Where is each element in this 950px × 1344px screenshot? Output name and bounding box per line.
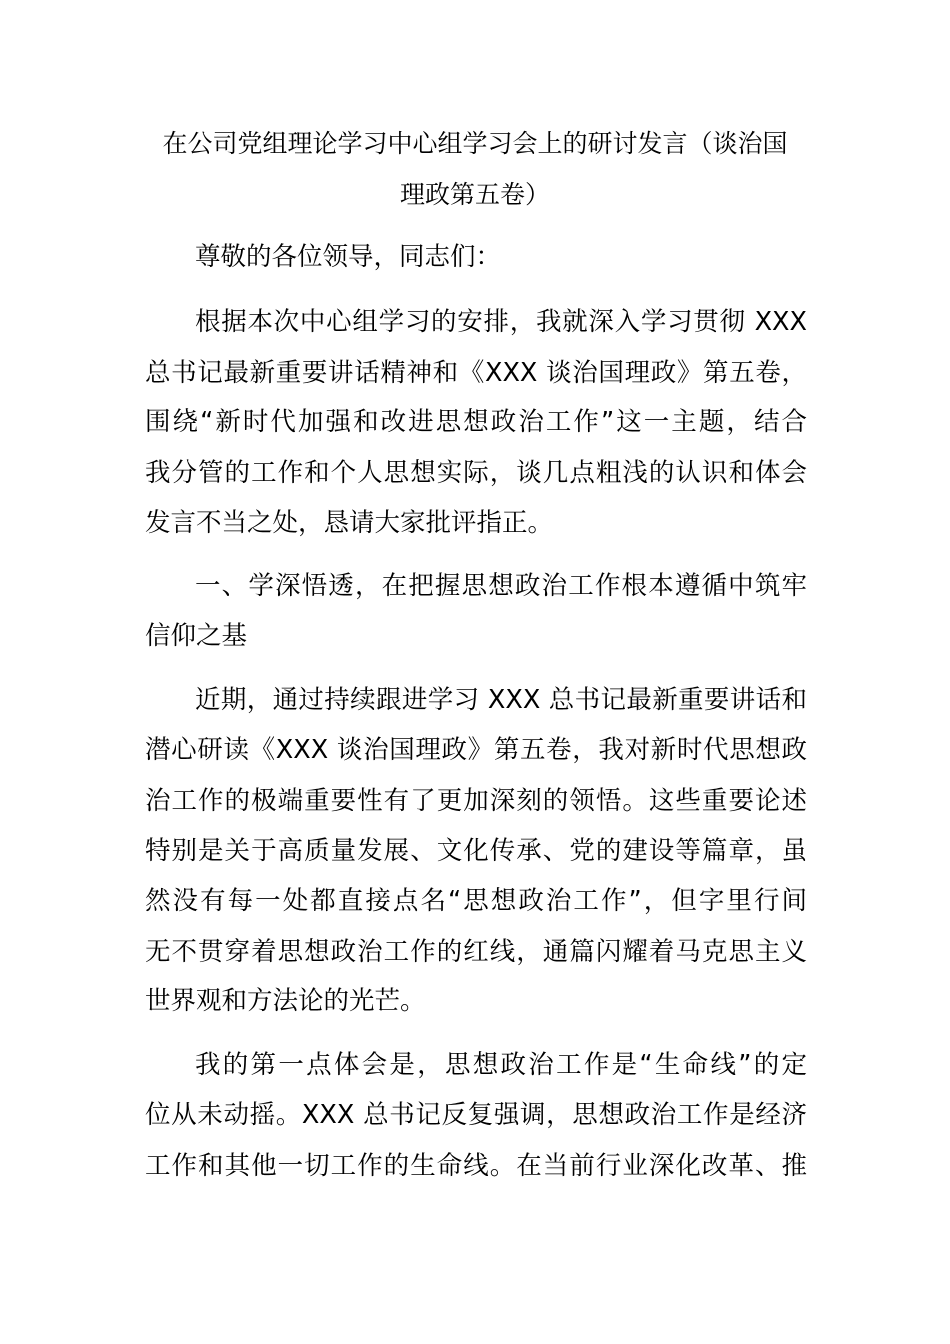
- document-title-line-2: 理政第五卷）: [399, 180, 550, 209]
- para3-line-2: 位从未动摇。XXX 总书记反复强调，思想政治工作是经济: [145, 1100, 807, 1130]
- para2-line-2: 潜心研读《XXX 谈治国理政》第五卷，我对新时代思想政: [145, 735, 807, 765]
- para2-line-4: 特别是关于高质量发展、文化传承、党的建设等篇章，虽: [145, 836, 807, 866]
- para1-line-1: 根据本次中心组学习的安排，我就深入学习贯彻 XXX: [195, 307, 807, 337]
- heading1-line-2: 信仰之基: [145, 621, 248, 651]
- salutation: 尊敬的各位领导，同志们：: [195, 242, 502, 272]
- document-title-line-1: 在公司党组理论学习中心组学习会上的研讨发言（谈治国: [162, 129, 788, 158]
- heading1-line-1: 一、学深悟透，在把握思想政治工作根本遵循中筑牢: [195, 571, 807, 601]
- para1-line-3: 围绕“新时代加强和改进思想政治工作”这一主题，结合: [145, 407, 807, 437]
- para2-line-1: 近期，通过持续跟进学习 XXX 总书记最新重要讲话和: [195, 685, 807, 715]
- para3-line-1: 我的第一点体会是，思想政治工作是“生命线”的定: [195, 1050, 807, 1080]
- para2-line-3: 治工作的极端重要性有了更加深刻的领悟。这些重要论述: [145, 786, 807, 816]
- para1-line-5: 发言不当之处，恳请大家批评指正。: [145, 508, 554, 538]
- para2-line-5: 然没有每一处都直接点名“思想政治工作”，但字里行间: [145, 886, 807, 916]
- para1-line-4: 我分管的工作和个人思想实际，谈几点粗浅的认识和体会: [145, 458, 807, 488]
- para1-line-2: 总书记最新重要讲话精神和《XXX 谈治国理政》第五卷，: [145, 358, 807, 388]
- para2-line-6: 无不贯穿着思想政治工作的红线，通篇闪耀着马克思主义: [145, 937, 807, 967]
- para3-line-3: 工作和其他一切工作的生命线。在当前行业深化改革、推: [145, 1151, 807, 1181]
- para2-line-7: 世界观和方法论的光芒。: [145, 986, 426, 1016]
